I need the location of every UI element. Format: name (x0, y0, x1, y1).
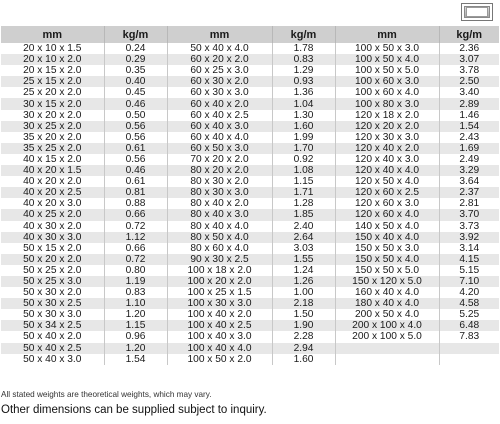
tube-inner-hollow (466, 7, 488, 17)
weight-kgm-2: 1.00 (272, 287, 335, 298)
weight-kgm-3: 2.49 (439, 154, 499, 165)
dimension-mm-3: 150 x 50 x 4.0 (335, 254, 439, 265)
weight-kgm-2: 1.60 (272, 354, 335, 365)
weight-kgm-3: 3.14 (439, 243, 499, 254)
dimension-mm-1: 40 x 20 x 1.5 (1, 165, 104, 176)
weight-kgm-1: 0.61 (104, 143, 167, 154)
weight-kgm-1: 0.29 (104, 54, 167, 65)
dimension-mm-1: 50 x 40 x 2.5 (1, 343, 104, 354)
dimension-mm-1: 50 x 30 x 3.0 (1, 309, 104, 320)
dimension-mm-2: 100 x 30 x 3.0 (167, 298, 272, 309)
weight-kgm-1: 0.81 (104, 187, 167, 198)
weight-kgm-1: 0.83 (104, 287, 167, 298)
weight-kgm-2: 1.28 (272, 198, 335, 209)
table-row (1, 221, 499, 232)
table-row (1, 209, 499, 220)
header-kgm-1: kg/m (104, 26, 167, 43)
dimension-mm-3: 200 x 50 x 4.0 (335, 309, 439, 320)
weight-kgm-1: 1.20 (104, 343, 167, 354)
table-row (1, 121, 499, 132)
weight-kgm-2: 1.71 (272, 187, 335, 198)
weight-kgm-2: 1.08 (272, 165, 335, 176)
weights-table (1, 26, 499, 365)
dimension-mm-3: 150 x 40 x 4.0 (335, 232, 439, 243)
weight-kgm-2: 1.55 (272, 254, 335, 265)
weight-kgm-3: 1.46 (439, 110, 499, 121)
dimension-mm-3: 200 x 100 x 5.0 (335, 331, 439, 342)
weight-kgm-3: 4.58 (439, 298, 499, 309)
table-row (1, 265, 499, 276)
table-row (1, 43, 499, 54)
dimension-mm-1: 40 x 25 x 2.0 (1, 209, 104, 220)
header-mm-1: mm (1, 26, 104, 43)
dimension-mm-2: 100 x 18 x 2.0 (167, 265, 272, 276)
dimension-mm-3: 100 x 50 x 4.0 (335, 54, 439, 65)
weight-kgm-1: 0.46 (104, 165, 167, 176)
table-row (1, 65, 499, 76)
dimension-mm-2: 60 x 40 x 4.0 (167, 132, 272, 143)
weight-kgm-3: 3.73 (439, 221, 499, 232)
dimension-mm-1: 20 x 10 x 1.5 (1, 43, 104, 54)
dimension-mm-3: 120 x 40 x 4.0 (335, 165, 439, 176)
weight-kgm-1: 0.56 (104, 154, 167, 165)
weight-kgm-3: 3.92 (439, 232, 499, 243)
dimension-mm-2: 80 x 50 x 4.0 (167, 232, 272, 243)
dimension-mm-1: 20 x 15 x 2.0 (1, 65, 104, 76)
dimension-mm-1: 50 x 40 x 3.0 (1, 354, 104, 365)
inquiry-note: Other dimensions can be supplied subject to inquiry. (1, 404, 267, 416)
weight-kgm-1: 0.56 (104, 132, 167, 143)
dimension-mm-3: 150 x 50 x 3.0 (335, 243, 439, 254)
dimension-mm-2: 100 x 25 x 1.5 (167, 287, 272, 298)
weight-kgm-1: 0.45 (104, 87, 167, 98)
weight-kgm-1: 0.50 (104, 110, 167, 121)
dimension-mm-1: 35 x 25 x 2.0 (1, 143, 104, 154)
table-row (1, 54, 499, 65)
dimension-mm-2: 60 x 20 x 2.0 (167, 54, 272, 65)
weight-kgm-1: 0.72 (104, 254, 167, 265)
table-row (1, 298, 499, 309)
table-row (1, 187, 499, 198)
table-row (1, 276, 499, 287)
dimension-mm-1: 25 x 20 x 2.0 (1, 87, 104, 98)
table-row (1, 354, 499, 365)
header-mm-3: mm (335, 26, 439, 43)
weights-disclaimer: All stated weights are theoretical weights, which may vary. (1, 390, 212, 399)
dimension-mm-1: 50 x 25 x 3.0 (1, 276, 104, 287)
dimension-mm-2: 80 x 30 x 3.0 (167, 187, 272, 198)
weight-kgm-3: 2.43 (439, 132, 499, 143)
dimension-mm-2: 60 x 25 x 3.0 (167, 65, 272, 76)
weight-kgm-2: 1.24 (272, 265, 335, 276)
weight-kgm-3: 7.83 (439, 331, 499, 342)
weight-kgm-2: 0.92 (272, 154, 335, 165)
table-row (1, 165, 499, 176)
weight-kgm-3: 4.15 (439, 254, 499, 265)
dimension-mm-2: 80 x 60 x 4.0 (167, 243, 272, 254)
weight-kgm-1: 0.80 (104, 265, 167, 276)
dimension-mm-2: 100 x 40 x 3.0 (167, 331, 272, 342)
dimension-mm-2: 100 x 40 x 4.0 (167, 343, 272, 354)
dimension-mm-3: 120 x 40 x 3.0 (335, 154, 439, 165)
weight-kgm-3: 2.36 (439, 43, 499, 54)
dimension-mm-3: 120 x 30 x 3.0 (335, 132, 439, 143)
weight-kgm-2: 2.40 (272, 221, 335, 232)
weight-kgm-1: 1.19 (104, 276, 167, 287)
dimension-mm-3: 100 x 80 x 3.0 (335, 98, 439, 109)
weight-kgm-1: 1.54 (104, 354, 167, 365)
dimension-mm-3: 140 x 50 x 4.0 (335, 221, 439, 232)
dimension-mm-3: 120 x 50 x 4.0 (335, 176, 439, 187)
rectangular-tube-section-icon (461, 3, 493, 21)
dimension-mm-2: 60 x 30 x 2.0 (167, 76, 272, 87)
dimension-mm-3: 200 x 100 x 4.0 (335, 320, 439, 331)
weight-kgm-2: 1.29 (272, 65, 335, 76)
dimension-mm-1: 40 x 20 x 2.5 (1, 187, 104, 198)
weight-kgm-3: 1.54 (439, 121, 499, 132)
weight-kgm-2: 1.50 (272, 309, 335, 320)
dimension-mm-2: 60 x 30 x 3.0 (167, 87, 272, 98)
table-row (1, 154, 499, 165)
weight-kgm-3: 3.70 (439, 209, 499, 220)
table-row (1, 320, 499, 331)
weight-kgm-1: 1.15 (104, 320, 167, 331)
weight-kgm-3: 3.40 (439, 87, 499, 98)
table-row (1, 198, 499, 209)
dimension-mm-2: 60 x 40 x 2.0 (167, 98, 272, 109)
dimension-mm-3: 100 x 50 x 5.0 (335, 65, 439, 76)
dimension-mm-2: 100 x 20 x 2.0 (167, 276, 272, 287)
dimension-mm-2: 60 x 50 x 3.0 (167, 143, 272, 154)
weight-kgm-2: 0.93 (272, 76, 335, 87)
weight-kgm-1: 0.88 (104, 198, 167, 209)
weight-kgm-1: 0.66 (104, 243, 167, 254)
dimension-mm-1: 35 x 20 x 2.0 (1, 132, 104, 143)
weight-kgm-2: 1.70 (272, 143, 335, 154)
dimension-mm-1: 30 x 20 x 2.0 (1, 110, 104, 121)
weight-kgm-3: 2.81 (439, 198, 499, 209)
weight-kgm-3 (439, 354, 499, 365)
weight-kgm-3: 2.50 (439, 76, 499, 87)
dimension-mm-1: 40 x 30 x 2.0 (1, 221, 104, 232)
weight-kgm-3: 3.29 (439, 165, 499, 176)
dimension-mm-1: 25 x 15 x 2.0 (1, 76, 104, 87)
weight-kgm-1: 0.46 (104, 98, 167, 109)
dimension-mm-3 (335, 343, 439, 354)
dimension-mm-3: 100 x 60 x 3.0 (335, 76, 439, 87)
weight-kgm-2: 1.36 (272, 87, 335, 98)
weight-kgm-2: 1.90 (272, 320, 335, 331)
dimension-mm-3: 120 x 40 x 2.0 (335, 143, 439, 154)
dimension-mm-1: 50 x 30 x 2.5 (1, 298, 104, 309)
table-row (1, 309, 499, 320)
table-row (1, 232, 499, 243)
weight-kgm-3 (439, 343, 499, 354)
dimension-mm-1: 50 x 20 x 2.0 (1, 254, 104, 265)
table-row (1, 176, 499, 187)
dimension-mm-2: 80 x 40 x 3.0 (167, 209, 272, 220)
header-row (1, 26, 499, 43)
dimension-mm-2: 100 x 40 x 2.5 (167, 320, 272, 331)
dimension-mm-1: 20 x 10 x 2.0 (1, 54, 104, 65)
weight-kgm-2: 1.60 (272, 121, 335, 132)
dimension-mm-2: 80 x 40 x 4.0 (167, 221, 272, 232)
header-kgm-3: kg/m (439, 26, 499, 43)
dimension-mm-3: 160 x 40 x 4.0 (335, 287, 439, 298)
dimension-mm-3: 120 x 60 x 2.5 (335, 187, 439, 198)
weight-kgm-3: 5.15 (439, 265, 499, 276)
table-row (1, 254, 499, 265)
weight-kgm-2: 1.26 (272, 276, 335, 287)
table-row (1, 76, 499, 87)
dimension-mm-3: 100 x 60 x 4.0 (335, 87, 439, 98)
dimension-mm-1: 50 x 34 x 2.5 (1, 320, 104, 331)
dimension-mm-2: 80 x 20 x 2.0 (167, 165, 272, 176)
dimension-mm-3: 100 x 50 x 3.0 (335, 43, 439, 54)
weight-kgm-1: 0.24 (104, 43, 167, 54)
weight-kgm-3: 3.07 (439, 54, 499, 65)
weight-kgm-2: 0.83 (272, 54, 335, 65)
weight-kgm-1: 1.20 (104, 309, 167, 320)
header-mm-2: mm (167, 26, 272, 43)
weight-kgm-2: 2.28 (272, 331, 335, 342)
weights-table-body (1, 43, 499, 365)
weight-kgm-2: 1.85 (272, 209, 335, 220)
dimension-mm-3: 120 x 60 x 3.0 (335, 198, 439, 209)
weight-kgm-2: 1.78 (272, 43, 335, 54)
weight-kgm-3: 2.37 (439, 187, 499, 198)
table-row (1, 98, 499, 109)
dimension-mm-1: 50 x 25 x 2.0 (1, 265, 104, 276)
dimension-mm-2: 70 x 20 x 2.0 (167, 154, 272, 165)
weight-kgm-2: 1.30 (272, 110, 335, 121)
dimension-mm-1: 40 x 15 x 2.0 (1, 154, 104, 165)
weight-kgm-1: 0.35 (104, 65, 167, 76)
dimension-mm-2: 80 x 40 x 2.0 (167, 198, 272, 209)
weight-kgm-2: 2.18 (272, 298, 335, 309)
weight-kgm-3: 3.64 (439, 176, 499, 187)
weight-kgm-1: 0.66 (104, 209, 167, 220)
dimension-mm-1: 40 x 20 x 2.0 (1, 176, 104, 187)
weights-table-header (1, 26, 499, 43)
table-row (1, 110, 499, 121)
dimension-mm-2: 90 x 30 x 2.5 (167, 254, 272, 265)
dimension-mm-3: 150 x 120 x 5.0 (335, 276, 439, 287)
weight-kgm-1: 1.12 (104, 232, 167, 243)
table-row (1, 243, 499, 254)
weight-kgm-3: 2.89 (439, 98, 499, 109)
dimension-mm-1: 30 x 15 x 2.0 (1, 98, 104, 109)
weight-kgm-3: 6.48 (439, 320, 499, 331)
dimension-mm-2: 60 x 40 x 2.5 (167, 110, 272, 121)
table-row (1, 132, 499, 143)
weight-kgm-1: 0.40 (104, 76, 167, 87)
dimension-mm-2: 50 x 40 x 4.0 (167, 43, 272, 54)
dimension-mm-3: 120 x 60 x 4.0 (335, 209, 439, 220)
dimension-mm-1: 40 x 20 x 3.0 (1, 198, 104, 209)
weight-kgm-1: 0.61 (104, 176, 167, 187)
dimension-mm-1: 30 x 25 x 2.0 (1, 121, 104, 132)
table-row (1, 87, 499, 98)
weight-kgm-2: 3.03 (272, 243, 335, 254)
dimension-mm-1: 40 x 30 x 3.0 (1, 232, 104, 243)
weight-kgm-1: 1.10 (104, 298, 167, 309)
table-row (1, 143, 499, 154)
dimension-mm-2: 80 x 30 x 2.0 (167, 176, 272, 187)
weight-kgm-2: 1.99 (272, 132, 335, 143)
weight-kgm-3: 7.10 (439, 276, 499, 287)
dimension-mm-1: 50 x 30 x 2.0 (1, 287, 104, 298)
weight-kgm-3: 4.20 (439, 287, 499, 298)
dimension-mm-3: 150 x 50 x 5.0 (335, 265, 439, 276)
table-row (1, 331, 499, 342)
dimension-mm-3: 120 x 20 x 2.0 (335, 121, 439, 132)
weight-kgm-2: 2.64 (272, 232, 335, 243)
weight-kgm-1: 0.56 (104, 121, 167, 132)
dimension-mm-1: 50 x 15 x 2.0 (1, 243, 104, 254)
dimension-mm-2: 60 x 40 x 3.0 (167, 121, 272, 132)
header-kgm-2: kg/m (272, 26, 335, 43)
weight-kgm-2: 1.04 (272, 98, 335, 109)
table-row (1, 287, 499, 298)
dimension-mm-1: 50 x 40 x 2.0 (1, 331, 104, 342)
weight-kgm-3: 5.25 (439, 309, 499, 320)
weight-kgm-2: 2.94 (272, 343, 335, 354)
weight-kgm-3: 3.78 (439, 65, 499, 76)
dimension-mm-3: 120 x 18 x 2.0 (335, 110, 439, 121)
dimension-mm-2: 100 x 50 x 2.0 (167, 354, 272, 365)
table-row (1, 343, 499, 354)
weight-kgm-3: 1.69 (439, 143, 499, 154)
weight-kgm-1: 0.96 (104, 331, 167, 342)
weight-kgm-1: 0.72 (104, 221, 167, 232)
dimension-mm-3: 180 x 40 x 4.0 (335, 298, 439, 309)
dimension-mm-3 (335, 354, 439, 365)
weight-kgm-2: 1.15 (272, 176, 335, 187)
dimension-mm-2: 100 x 40 x 2.0 (167, 309, 272, 320)
